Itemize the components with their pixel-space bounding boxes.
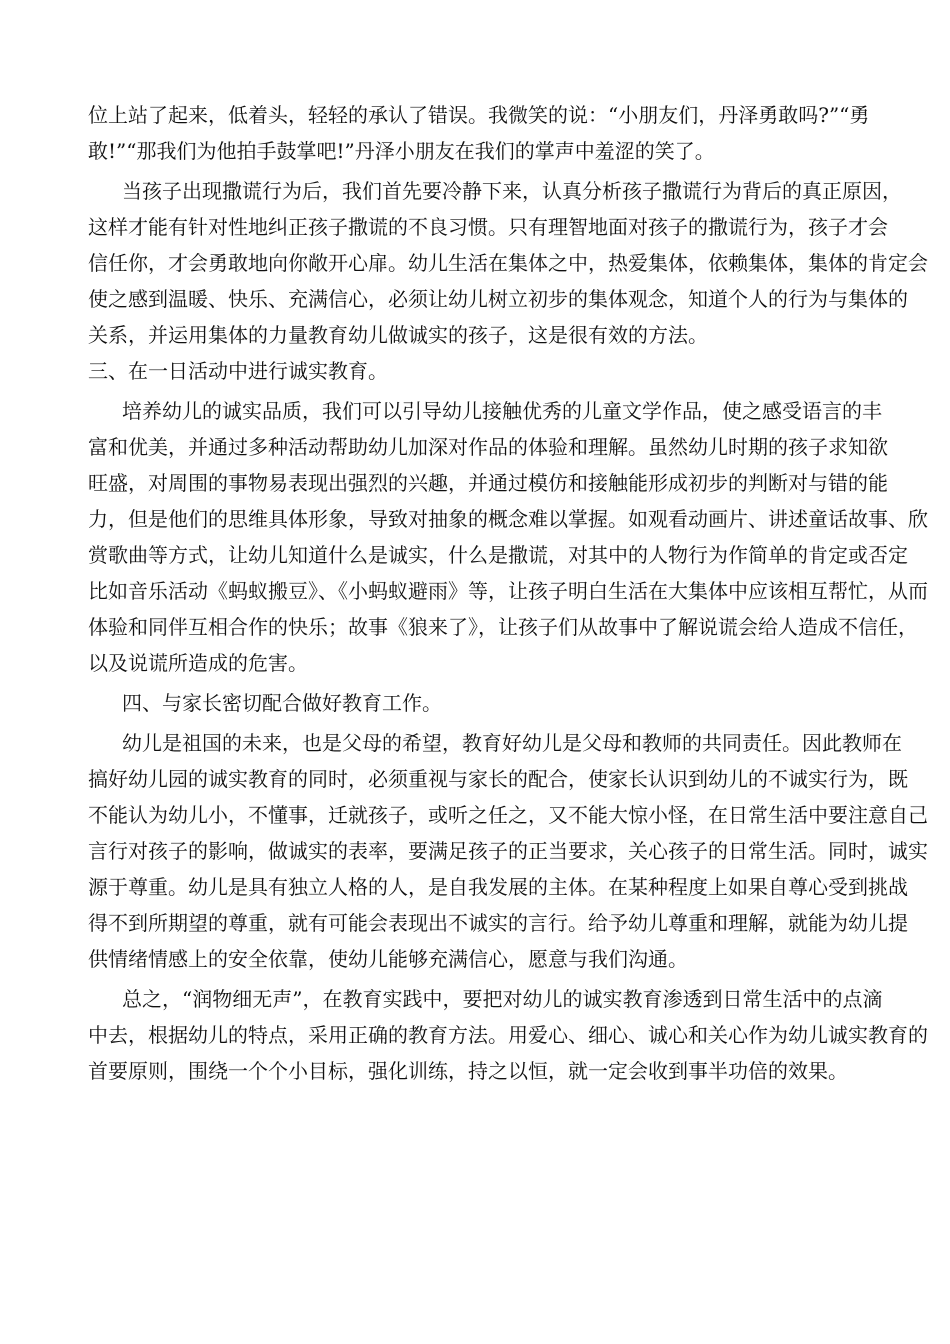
paragraph-p4 [88,685,860,721]
text-line: 赏歌曲等方式，让幼儿知道什么是诚实，什么是撒谎，对其中的人物行为作简单的肯定或否定 [88,543,908,567]
text-line: 敢!”“那我们为他拍手鼓掌吧!”丹泽小朋友在我们的掌声中羞涩的笑了。 [88,139,715,163]
text-line: 源于尊重。幼儿是具有独立人格的人，是自我发展的主体。在某种程度上如果自尊心受到挑战 [88,875,908,899]
text-line: 供情绪情感上的安全依靠，使幼儿能够充满信心，愿意与我们沟通。 [88,947,688,971]
text-line: 使之感到温暖、快乐、充满信心，必须让幼儿树立初步的集体观念，知道个人的行为与集体的 [88,287,908,311]
text-line: 不能认为幼儿小，不懂事，迁就孩子，或听之任之，又不能大惊小怪，在日常生活中要注意自己 [88,803,928,827]
text-line: 四、与家长密切配合做好教育工作。 [122,691,442,715]
paragraph-p3 [88,393,928,681]
text-line: 体验和同伴互相合作的快乐；故事《狼来了》，让孩子们从故事中了解说谎会给人造成不信任， [88,615,918,639]
text-line: 信任你，才会勇敢地向你敞开心扉。幼儿生活在集体之中，热爱集体，依赖集体，集体的肯定会 [88,251,928,275]
document-body [88,97,928,1089]
text-line: 力，但是他们的思维具体形象，导致对抽象的概念难以掌握。如观看动画片、讲述童话故事、欣 [88,507,928,531]
text-line: 比如音乐活动《蚂蚁搬豆》、《小蚂蚁避雨》等，让孩子明白生活在大集体中应该相互帮忙，从而 [88,579,928,603]
text-line: 三、在一日活动中进行诚实教育。 [88,359,388,383]
text-line: 培养幼儿的诚实品质，我们可以引导幼儿接触优秀的儿童文学作品，使之感受语言的丰 [122,399,882,423]
paragraph-p1 [88,173,928,353]
text-line: 以及说谎所造成的危害。 [88,651,308,675]
text-line: 首要原则，围绕一个个小目标，强化训练，持之以恒，就一定会收到事半功倍的效果。 [88,1059,848,1083]
text-line: 得不到所期望的尊重，就有可能会表现出不诚实的言行。给予幼儿尊重和理解，就能为幼儿提 [88,911,908,935]
paragraph-p0 [88,97,870,169]
paragraph-p2 [88,353,860,389]
text-line: 位上站了起来，低着头，轻轻的承认了错误。我微笑的说：“小朋友们，丹泽勇敢吗?”“勇 [88,103,870,127]
text-line: 搞好幼儿园的诚实教育的同时，必须重视与家长的配合，使家长认识到幼儿的不诚实行为，既 [88,767,908,791]
text-line: 这样才能有针对性地纠正孩子撒谎的不良习惯。只有理智地面对孩子的撒谎行为，孩子才会 [88,215,888,239]
text-line: 中去，根据幼儿的特点，采用正确的教育方法。用爱心、细心、诚心和关心作为幼儿诚实教育的 [88,1023,928,1047]
text-line: 富和优美，并通过多种活动帮助幼儿加深对作品的体验和理解。虽然幼儿时期的孩子求知欲 [88,435,888,459]
paragraph-p6 [88,981,928,1089]
text-line: 总之，“润物细无声”，在教育实践中，要把对幼儿的诚实教育渗透到日常生活中的点滴 [122,987,883,1011]
text-line: 当孩子出现撒谎行为后，我们首先要冷静下来，认真分析孩子撒谎行为背后的真正原因， [122,179,902,203]
text-line: 关系，并运用集体的力量教育幼儿做诚实的孩子，这是很有效的方法。 [88,323,708,347]
paragraph-p5 [88,725,928,977]
text-line: 言行对孩子的影响，做诚实的表率，要满足孩子的正当要求，关心孩子的日常生活。同时，诚实 [88,839,928,863]
text-line: 旺盛，对周围的事物易表现出强烈的兴趣，并通过模仿和接触能形成初步的判断对与错的能 [88,471,888,495]
text-line: 幼儿是祖国的未来，也是父母的希望，教育好幼儿是父母和教师的共同责任。因此教师在 [122,731,902,755]
